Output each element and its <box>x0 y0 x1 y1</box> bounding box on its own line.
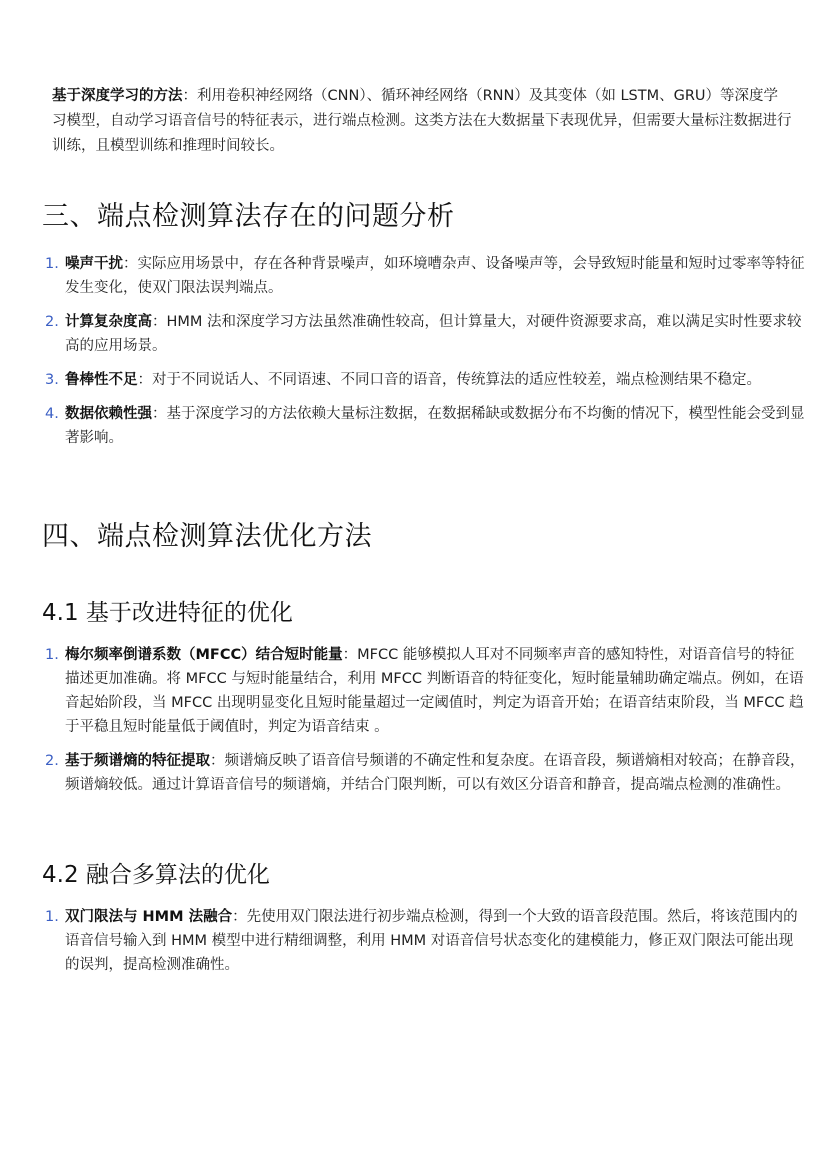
subsection-4-2-heading: 4.2 融合多算法的优化 <box>42 862 270 888</box>
list-item <box>0 402 827 450</box>
list-item <box>0 252 827 300</box>
item-text: ：HMM 法和深度学习方法虽然准确性较高，但计算量大，对硬件资源要求高，难以满足实时性要求较高的应用场景。 <box>65 314 802 354</box>
list-item <box>0 310 827 358</box>
item-term: 梅尔频率倒谱系数（MFCC）结合短时能量 <box>65 647 343 663</box>
list-item <box>0 905 827 977</box>
list-item <box>0 749 827 797</box>
item-text: ：基于深度学习的方法依赖大量标注数据，在数据稀缺或数据分布不均衡的情况下，模型性能会受到显著影响。 <box>65 406 805 446</box>
subsection-4-1-heading: 4.1 基于改进特征的优化 <box>42 600 293 626</box>
subsection-4-1-list <box>0 643 827 807</box>
item-term: 数据依赖性强 <box>65 406 152 422</box>
subsection-4-2-list <box>0 905 827 987</box>
item-term: 鲁棒性不足 <box>65 372 138 388</box>
item-term: 基于频谱熵的特征提取 <box>65 753 210 769</box>
list-item <box>0 643 827 739</box>
list-number: 1. <box>45 647 59 663</box>
list-number: 1. <box>45 256 59 272</box>
section3-heading: 三、端点检测算法存在的问题分析 <box>42 201 455 232</box>
item-text: ：对于不同说话人、不同语速、不同口音的语音，传统算法的适应性较差，端点检测结果不稳定。 <box>137 372 761 388</box>
item-text: ：先使用双门限法进行初步端点检测，得到一个大致的语音段范围。然后，将该范围内的语音信号输入到 HMM 模型中进行精细调整，利用 HMM 对语音信号状态变化的建模能力，修正双门限法可能出现的误判，提高检测准确性。 <box>65 909 798 973</box>
list-number: 3. <box>45 372 59 388</box>
list-number: 4. <box>45 406 59 422</box>
intro-text: ：利用卷积神经网络（CNN）、循环神经网络（RNN）及其变体（如 LSTM、GRU）等深度学习模型，自动学习语音信号的特征表示，进行端点检测。这类方法在大数据量下表现优异，但需要大量标注数据进行训练，且模型训练和推理时间较长。 <box>52 88 792 154</box>
item-term: 双门限法与 HMM 法融合 <box>65 909 233 925</box>
section3-list <box>0 252 827 460</box>
list-item <box>0 368 827 392</box>
item-text: ：MFCC 能够模拟人耳对不同频率声音的感知特性，对语音信号的特征描述更加准确。将 MFCC 与短时能量结合，利用 MFCC 判断语音的特征变化，短时能量辅助确定端点。例如，在语音起始阶段，当 MFCC 出现明显变化且短时能量超过一定阈值时，判定为语音开始；在语音结束阶段，当 MFCC 趋于平稳且短时能量低于阈值时，判定为语音结束 。 <box>65 647 804 735</box>
section4-heading: 四、端点检测算法优化方法 <box>42 521 372 552</box>
intro-paragraph <box>52 84 792 159</box>
item-text: ：实际应用场景中，存在各种背景噪声，如环境嘈杂声、设备噪声等，会导致短时能量和短时过零率等特征发生变化，使双门限法误判端点。 <box>65 256 805 296</box>
list-number: 2. <box>45 753 59 769</box>
item-text: ：频谱熵反映了语音信号频谱的不确定性和复杂度。在语音段，频谱熵相对较高；在静音段，频谱熵较低。通过计算语音信号的频谱熵，并结合门限判断，可以有效区分语音和静音，提高端点检测的准确性。 <box>65 753 805 793</box>
item-term: 噪声干扰 <box>65 256 123 272</box>
intro-bold-term: 基于深度学习的方法 <box>52 88 183 104</box>
item-term: 计算复杂度高 <box>65 314 152 330</box>
list-number: 1. <box>45 909 59 925</box>
list-number: 2. <box>45 314 59 330</box>
